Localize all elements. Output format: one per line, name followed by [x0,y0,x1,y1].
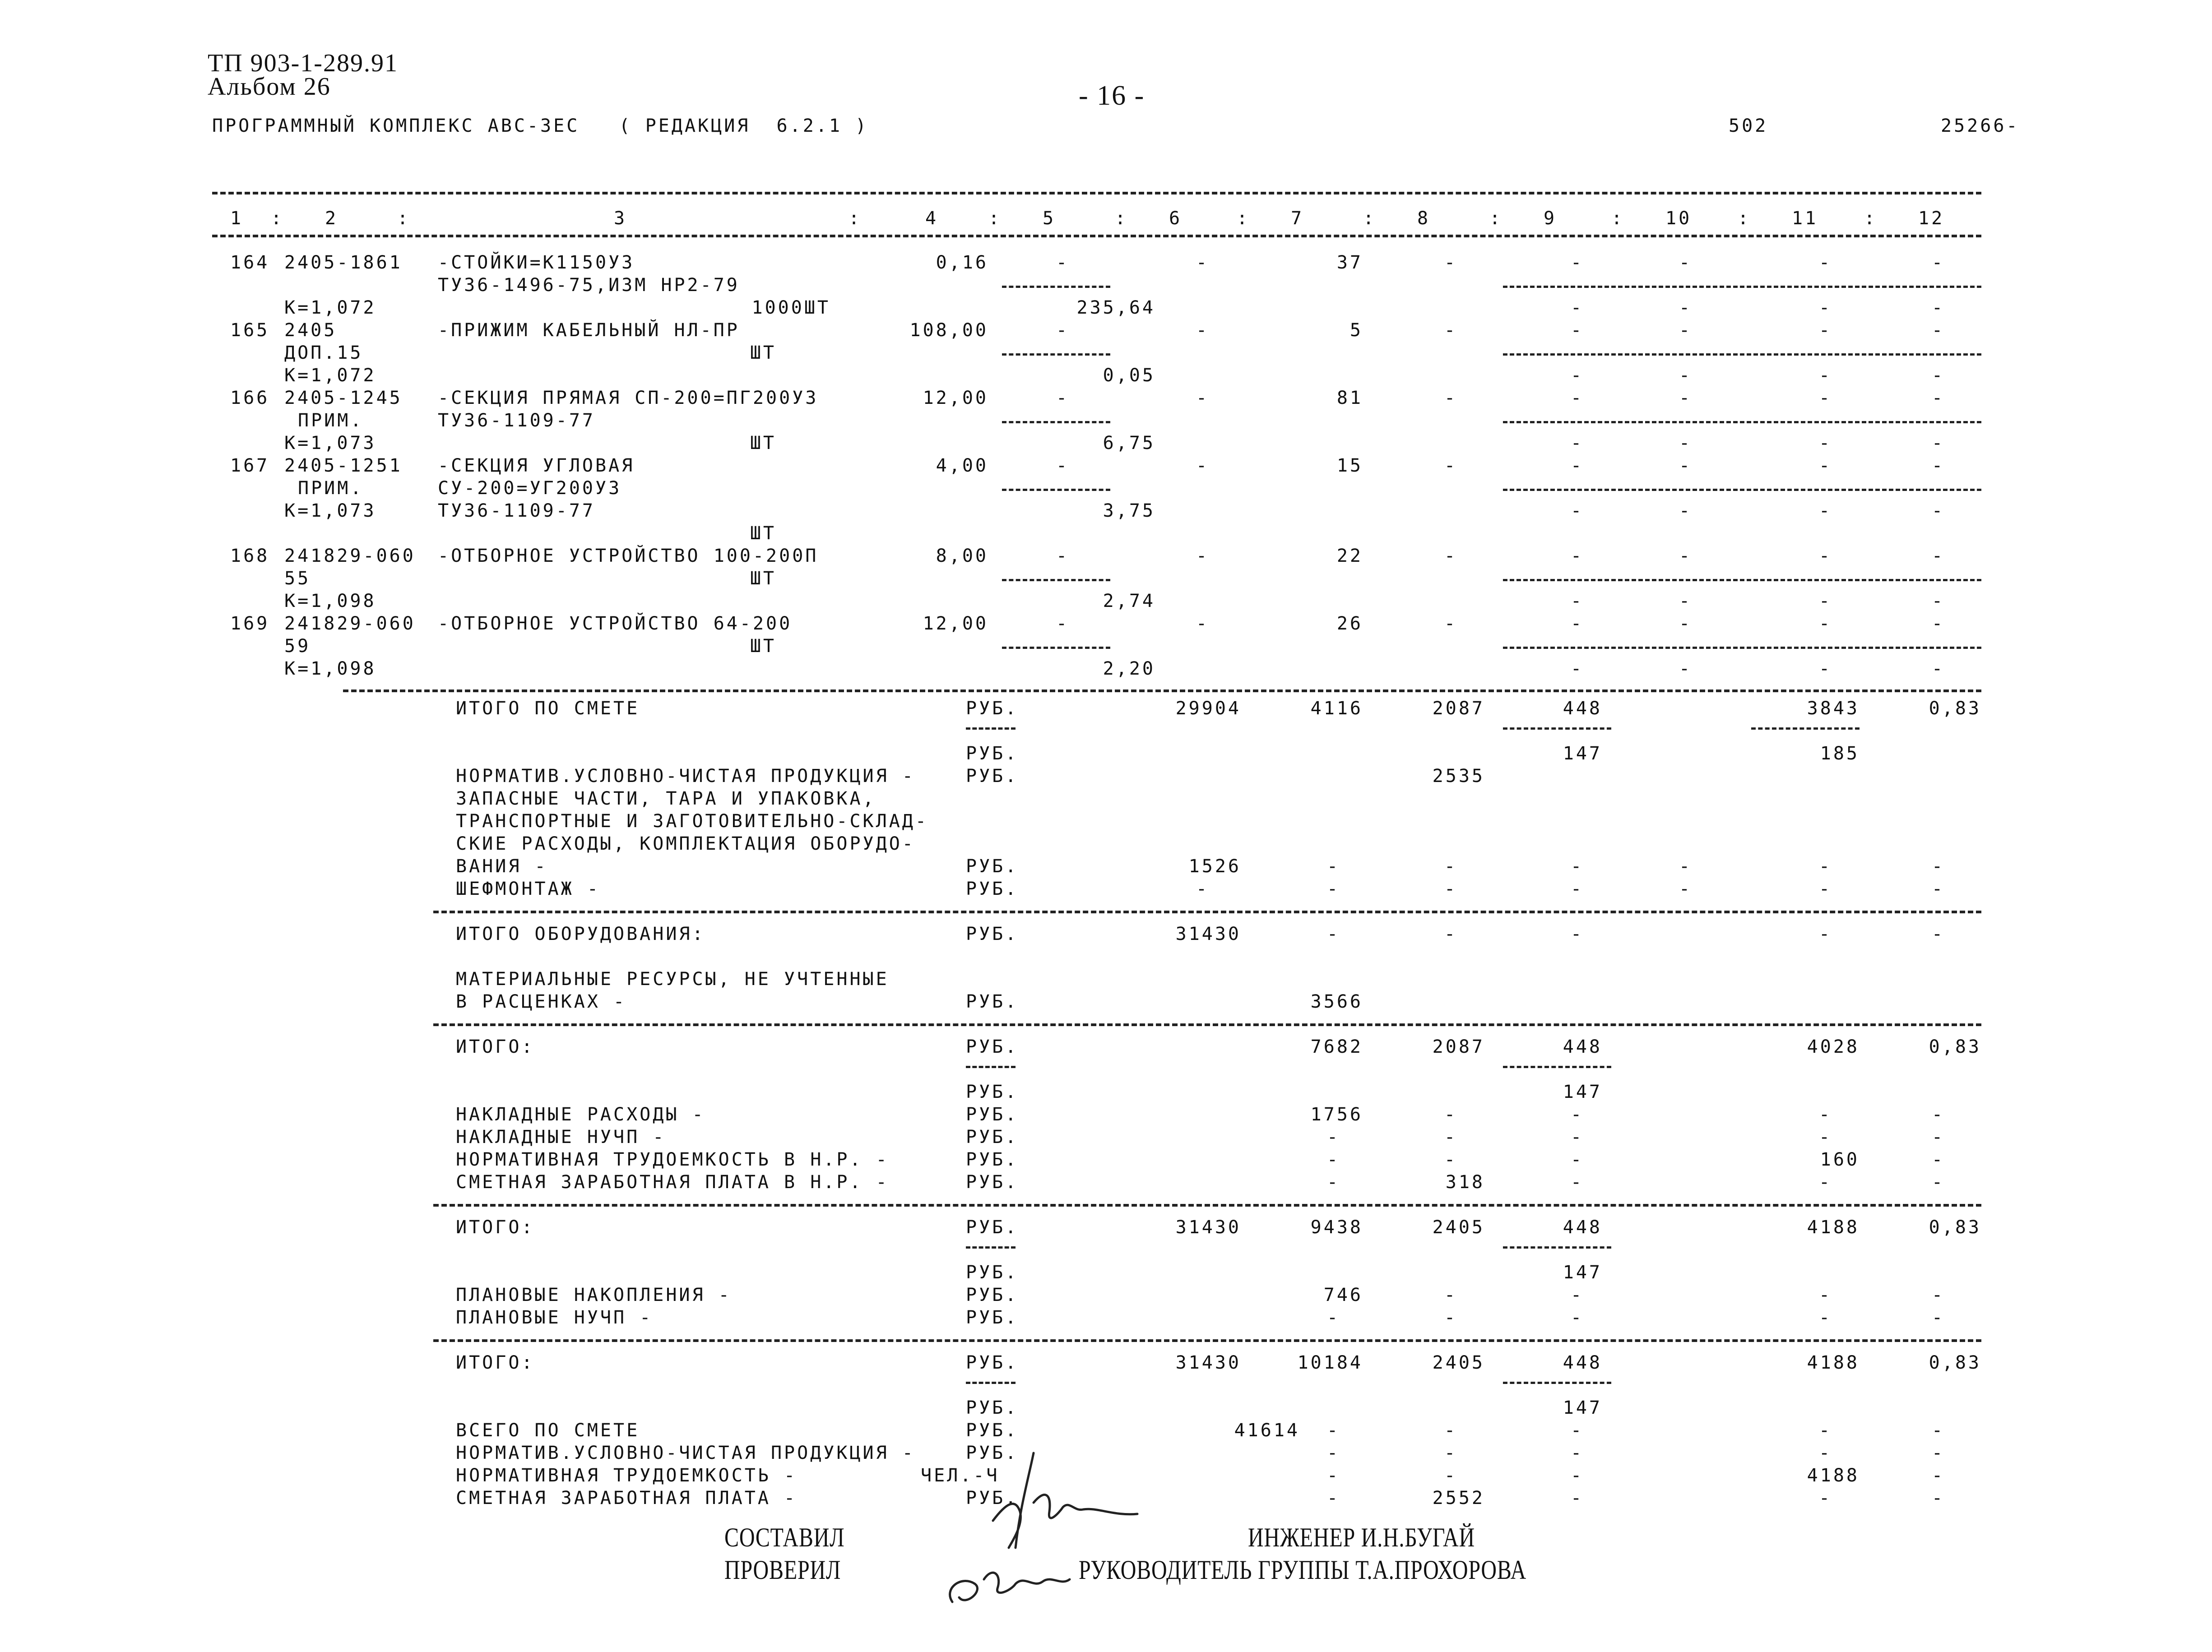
row-code2: 59 [284,636,311,657]
row-c8: - [1444,455,1458,476]
row-number: 166 [230,388,270,408]
row-c6: - [1196,388,1210,408]
row-c7: 37 [1336,252,1363,273]
code-left: 502 [1729,116,1768,136]
row-k: К=1,073 [284,500,376,521]
rule-summary [433,1339,1981,1342]
row-unit: ШТ [750,636,776,657]
row-c5: - [1056,252,1070,273]
row-c6: - [1196,252,1210,273]
row-number: 168 [230,546,270,566]
rule-c9-12 [1503,579,1981,581]
row-code: 2405 [284,320,337,341]
row-qty: 4,00 [936,455,988,476]
rule-header [212,235,1981,237]
row-c5-price: 0,05 [1103,365,1155,386]
row-c5: - [1056,455,1070,476]
row-qty: 12,00 [923,388,988,408]
row-name: ТУ36-1109-77 [438,500,595,521]
rule-top [212,192,1981,194]
rule-c5 [1002,421,1110,423]
row-c7: 15 [1336,455,1363,476]
rule-c5 [1002,489,1110,491]
row-c6: - [1196,613,1210,634]
row-qty: 8,00 [936,546,988,566]
rule-c9-12 [1503,647,1981,649]
row-c7: 22 [1336,546,1363,566]
row-code: 2405-1251 [284,455,403,476]
row-code2: ПРИМ. [298,410,364,431]
row-c5: - [1056,613,1070,634]
row-name: -СТОЙКИ=К1150У3 [438,252,635,273]
row-code: 241829-060 [284,546,416,566]
row-unit: ШТ [750,433,776,453]
checked-label: ПРОВЕРИЛ [724,1555,841,1585]
rule-c5 [1002,647,1110,649]
rule-c9-12 [1503,353,1981,356]
row-c8: - [1444,388,1458,408]
row-c6: - [1196,546,1210,566]
page-number: - 16 - [1079,80,1145,111]
row-name: ТУ36-1109-77 [438,410,595,431]
row-code: 241829-060 [284,613,416,634]
row-unit: 1000ШТ [751,297,830,318]
row-k: К=1,072 [284,297,376,318]
row-c7: 81 [1336,388,1363,408]
row-c6: - [1196,320,1210,341]
row-name: -ОТБОРНОЕ УСТРОЙСТВО 100-200П [438,546,819,566]
row-k: К=1,098 [284,591,376,611]
album-label: Альбом 26 [208,73,331,101]
rule-summary [433,911,1981,913]
row-number: 169 [230,613,270,634]
row-name: -ПРИЖИМ КАБЕЛЬНЫЙ НЛ-ПР [438,320,740,341]
row-code: 2405-1245 [284,388,403,408]
rule-c5 [1002,353,1110,356]
row-c6: - [1196,455,1210,476]
rule-summary [433,1204,1981,1207]
row-number: 167 [230,455,270,476]
row-number: 164 [230,252,270,273]
row-qty: 108,00 [909,320,988,341]
row-c5-price: 2,20 [1103,658,1155,679]
row-c8: - [1444,613,1458,634]
row-unit: ШТ [750,523,776,544]
row-unit: ШТ [750,342,776,363]
row-c5-price: 3,75 [1103,500,1155,521]
rule-summary [343,689,1981,692]
rule-c9-12 [1503,489,1981,491]
rule-c5 [1002,579,1110,581]
compiled-label: СОСТАВИЛ [724,1522,845,1552]
row-c5: - [1056,546,1070,566]
checked-by: РУКОВОДИТЕЛЬ ГРУППЫ Т.А.ПРОХОРОВА [1079,1555,1527,1585]
rule-c9-12 [1503,286,1981,288]
row-name: СУ-200=УГ200У3 [438,478,622,499]
row-c5-price: 235,64 [1076,297,1155,318]
row-name: -СЕКЦИЯ УГЛОВАЯ [438,455,635,476]
row-c5: - [1056,388,1070,408]
rule-c5 [1002,286,1110,288]
row-code2: 55 [284,568,311,589]
row-c5-price: 6,75 [1103,433,1155,453]
program-title: ПРОГРАММНЫЙ КОМПЛЕКС АВС-3ЕС ( РЕДАКЦИЯ 6.2.1 ) [212,116,869,136]
rule-summary [433,1023,1981,1026]
handwritten-signature-compiled [966,1435,1155,1566]
row-c8: - [1444,320,1458,341]
row-c8: - [1444,546,1458,566]
row-code2: ДОП.15 [284,342,363,363]
row-name: -ОТБОРНОЕ УСТРОЙСТВО 64-200 [438,613,793,634]
row-name: ТУ36-1496-75,ИЗМ НР2-79 [438,275,740,296]
row-c7: 5 [1349,320,1363,341]
row-c5: - [1056,320,1070,341]
row-c7: 26 [1336,613,1363,634]
row-name: -СЕКЦИЯ ПРЯМАЯ СП-200=ПГ200У3 [438,388,819,408]
row-code: 2405-1861 [284,252,403,273]
row-c5-price: 2,74 [1103,591,1155,611]
compiled-by: ИНЖЕНЕР И.Н.БУГАЙ [1248,1522,1475,1552]
code-right: 25266- [1941,116,2020,136]
document-code: ТП 903-1-289.91 [208,49,398,77]
row-unit: ШТ [750,568,776,589]
row-qty: 12,00 [923,613,988,634]
row-k: К=1,073 [284,433,376,453]
row-number: 165 [230,320,270,341]
rule-c9-12 [1503,421,1981,423]
row-qty: 0,16 [936,252,988,273]
row-k: К=1,072 [284,365,376,386]
row-k: К=1,098 [284,658,376,679]
row-c8: - [1444,252,1458,273]
row-code2: ПРИМ. [298,478,364,499]
handwritten-signature-checked [934,1548,1083,1620]
